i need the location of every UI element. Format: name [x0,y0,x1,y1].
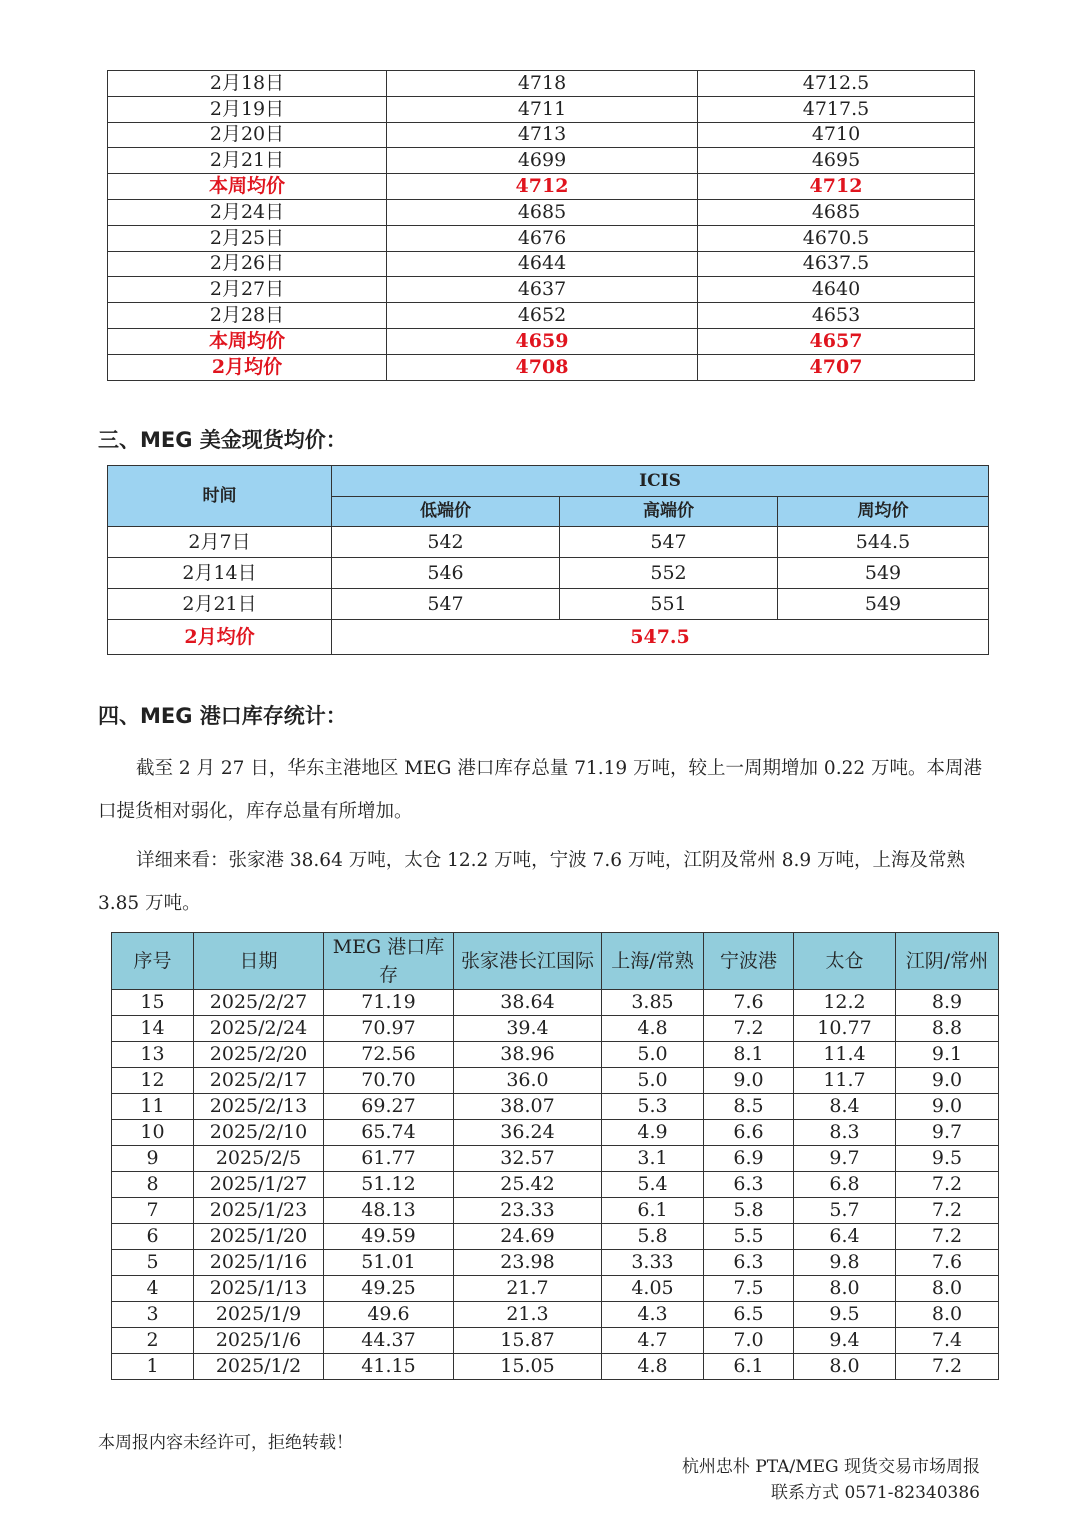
table-cell: 2月均价 [108,354,387,380]
table-cell: 4717.5 [698,96,975,122]
table-cell: 9.0 [896,1068,999,1094]
table-cell: 4707 [698,354,975,380]
table-cell: 5.0 [602,1068,704,1094]
table-cell: 7.0 [704,1328,794,1354]
contact-info: 联系方式 0571-82340386 [771,1483,980,1503]
table-cell: 8.4 [794,1094,896,1120]
table-cell: 2025/2/20 [194,1042,324,1068]
table-cell: 13 [112,1042,194,1068]
table-cell: 21.3 [454,1302,602,1328]
icis-price-table [107,465,989,655]
table-cell: 5.3 [602,1094,704,1120]
column-header: 宁波港 [704,933,794,990]
table-row [112,1328,999,1354]
table-cell: 7.2 [896,1172,999,1198]
table-cell: 8.3 [794,1120,896,1146]
table-cell: 7 [112,1198,194,1224]
table-cell: 2025/1/2 [194,1354,324,1380]
table-cell: 49.59 [324,1224,454,1250]
copyright-notice: 本周报内容未经许可，拒绝转载！ [98,1433,353,1453]
table-cell: 9.5 [896,1146,999,1172]
table-cell: 10 [112,1120,194,1146]
table-cell: 9.0 [896,1094,999,1120]
table-cell: 2 [112,1328,194,1354]
table-cell: 5.8 [704,1198,794,1224]
table-cell: 2月27日 [108,277,387,303]
table-cell: 3.1 [602,1146,704,1172]
table-cell: 65.74 [324,1120,454,1146]
section4-title: 四、MEG 港口库存统计： [98,704,347,728]
table-cell: 6 [112,1224,194,1250]
table-cell: 7.6 [896,1250,999,1276]
table-cell: 2025/1/13 [194,1276,324,1302]
table-cell: 36.0 [454,1068,602,1094]
paragraph-detail: 详细来看：张家港 38.64 万吨，太仓 12.2 万吨，宁波 7.6 万吨，江阴及常州 8.9 万吨，上海及常熟 3.85 万吨。 [98,850,966,914]
month-avg-label: 2月均价 [108,620,332,655]
table-cell: 8 [112,1172,194,1198]
table-cell: 7.2 [896,1198,999,1224]
table-cell: 8.0 [896,1302,999,1328]
price-table [107,70,975,381]
table-cell: 2025/1/23 [194,1198,324,1224]
table-row [108,354,975,380]
table-cell: 2月7日 [108,527,332,558]
table-cell: 6.4 [794,1224,896,1250]
table-row [108,251,975,277]
table-row [108,527,989,558]
table-cell: 5.8 [602,1224,704,1250]
table-cell: 8.9 [896,990,999,1016]
table-cell: 6.3 [704,1172,794,1198]
table-cell: 51.12 [324,1172,454,1198]
table-cell: 4708 [387,354,698,380]
table-cell: 4.7 [602,1328,704,1354]
table-cell: 38.96 [454,1042,602,1068]
table-cell: 4712 [387,174,698,200]
table-row [112,1016,999,1042]
table-cell: 49.6 [324,1302,454,1328]
table-cell: 15.05 [454,1354,602,1380]
table-row [112,1224,999,1250]
table-cell: 4710 [698,122,975,148]
column-header: 张家港长江国际 [454,933,602,990]
table-cell: 15 [112,990,194,1016]
table-cell: 8.0 [896,1276,999,1302]
table-cell: 2月21日 [108,589,332,620]
table-cell: 7.2 [704,1016,794,1042]
table-cell: 4695 [698,148,975,174]
table-cell: 5.5 [704,1224,794,1250]
table-cell: 4657 [698,328,975,354]
table-cell: 25.42 [454,1172,602,1198]
table-cell: 7.5 [704,1276,794,1302]
table-row [112,1042,999,1068]
table-cell: 2025/2/13 [194,1094,324,1120]
table-cell: 4685 [698,199,975,225]
table-cell: 2025/2/5 [194,1146,324,1172]
table-cell: 11 [112,1094,194,1120]
table-cell: 2025/1/27 [194,1172,324,1198]
table-cell: 11.4 [794,1042,896,1068]
header-avg: 周均价 [778,497,989,527]
table-cell: 36.24 [454,1120,602,1146]
table-cell: 7.6 [704,990,794,1016]
table-cell: 8.0 [794,1276,896,1302]
table-cell: 8.8 [896,1016,999,1042]
table-row [108,96,975,122]
table-row [112,1276,999,1302]
table-row [112,1354,999,1380]
table-cell: 69.27 [324,1094,454,1120]
table-cell: 21.7 [454,1276,602,1302]
table-cell: 51.01 [324,1250,454,1276]
table-row [112,1120,999,1146]
table-cell: 70.97 [324,1016,454,1042]
table-cell: 7.4 [896,1328,999,1354]
table-cell: 72.56 [324,1042,454,1068]
table-cell: 4713 [387,122,698,148]
table-cell: 44.37 [324,1328,454,1354]
table-row [108,277,975,303]
table-cell: 12 [112,1068,194,1094]
table-cell: 4653 [698,303,975,329]
table-row [112,1198,999,1224]
table-cell: 2025/1/20 [194,1224,324,1250]
table-cell: 6.9 [704,1146,794,1172]
table-cell: 12.2 [794,990,896,1016]
table-cell: 71.19 [324,990,454,1016]
table-cell: 4659 [387,328,698,354]
table-cell: 2月20日 [108,122,387,148]
table-cell: 4699 [387,148,698,174]
table-row [112,1172,999,1198]
header-time: 时间 [108,466,332,527]
table-cell: 2025/2/27 [194,990,324,1016]
table-cell: 38.07 [454,1094,602,1120]
table-row [112,1094,999,1120]
table-cell: 4711 [387,96,698,122]
table-cell: 2月28日 [108,303,387,329]
table-cell: 551 [560,589,778,620]
column-header: 太仓 [794,933,896,990]
column-header: MEG 港口库存 [324,933,454,990]
table-cell: 本周均价 [108,328,387,354]
table-cell: 552 [560,558,778,589]
table-cell: 6.6 [704,1120,794,1146]
table-cell: 9.1 [896,1042,999,1068]
table-cell: 15.87 [454,1328,602,1354]
table-cell: 4.05 [602,1276,704,1302]
table-cell: 2月14日 [108,558,332,589]
table-cell: 6.8 [794,1172,896,1198]
table-cell: 4.8 [602,1016,704,1042]
table-row [108,558,989,589]
table-cell: 23.98 [454,1250,602,1276]
month-avg-value: 547.5 [332,620,989,655]
publisher: 杭州忠朴 PTA/MEG 现货交易市场周报 [681,1457,980,1477]
column-header: 上海/常熟 [602,933,704,990]
table-cell: 4637.5 [698,251,975,277]
table-cell: 7.2 [896,1224,999,1250]
table-cell: 23.33 [454,1198,602,1224]
table-cell: 9.0 [704,1068,794,1094]
table-cell: 6.3 [704,1250,794,1276]
table-cell: 3.33 [602,1250,704,1276]
table-cell: 70.70 [324,1068,454,1094]
table-row [112,990,999,1016]
table-cell: 3.85 [602,990,704,1016]
table-cell: 3 [112,1302,194,1328]
header-high: 高端价 [560,497,778,527]
table-row [108,71,975,97]
table-cell: 2025/2/17 [194,1068,324,1094]
table-cell: 4644 [387,251,698,277]
table-cell: 4.3 [602,1302,704,1328]
table-cell: 4652 [387,303,698,329]
table-cell: 4718 [387,71,698,97]
table-cell: 5.4 [602,1172,704,1198]
table-cell: 9 [112,1146,194,1172]
table-cell: 2025/1/9 [194,1302,324,1328]
table-cell: 544.5 [778,527,989,558]
table-cell: 9.7 [794,1146,896,1172]
table-cell: 7.2 [896,1354,999,1380]
table-cell: 41.15 [324,1354,454,1380]
table-cell: 542 [332,527,560,558]
section3-title: 三、MEG 美金现货均价： [98,428,347,452]
table-cell: 4712 [698,174,975,200]
table-cell: 1 [112,1354,194,1380]
table-cell: 4637 [387,277,698,303]
table-cell: 2月25日 [108,225,387,251]
table-cell: 6.5 [704,1302,794,1328]
header-icis: ICIS [332,466,989,497]
table-cell: 4 [112,1276,194,1302]
table-row [108,328,975,354]
header-low: 低端价 [332,497,560,527]
table-cell: 39.4 [454,1016,602,1042]
table-cell: 8.1 [704,1042,794,1068]
table-cell: 14 [112,1016,194,1042]
table-cell: 2025/2/10 [194,1120,324,1146]
inventory-table [111,932,999,1380]
table-cell: 546 [332,558,560,589]
table-cell: 2月26日 [108,251,387,277]
table-cell: 8.5 [704,1094,794,1120]
table-cell: 549 [778,589,989,620]
table-cell: 32.57 [454,1146,602,1172]
table-cell: 6.1 [704,1354,794,1380]
table-cell: 2月18日 [108,71,387,97]
table-cell: 4685 [387,199,698,225]
table-cell: 4670.5 [698,225,975,251]
column-header: 序号 [112,933,194,990]
table-cell: 2月21日 [108,148,387,174]
table-row [112,1146,999,1172]
table-cell: 4.9 [602,1120,704,1146]
table-cell: 10.77 [794,1016,896,1042]
table-row [112,1250,999,1276]
table-row [108,174,975,200]
table-row [112,1302,999,1328]
table-cell: 547 [332,589,560,620]
table-cell: 4676 [387,225,698,251]
table-row [108,303,975,329]
paragraph-summary: 截至 2 月 27 日，华东主港地区 MEG 港口库存总量 71.19 万吨，较上一周期增加 0.22 万吨。本周港口提货相对弱化，库存总量有所增加。 [98,758,982,822]
table-cell: 2月19日 [108,96,387,122]
table-cell: 49.25 [324,1276,454,1302]
table-cell: 5.0 [602,1042,704,1068]
table-row [108,199,975,225]
table-cell: 4640 [698,277,975,303]
table-cell: 4712.5 [698,71,975,97]
table-row [108,225,975,251]
table-cell: 5 [112,1250,194,1276]
table-cell: 2025/2/24 [194,1016,324,1042]
table-cell: 2025/1/6 [194,1328,324,1354]
table-cell: 8.0 [794,1354,896,1380]
table-cell: 61.77 [324,1146,454,1172]
table-cell: 549 [778,558,989,589]
table-row [108,122,975,148]
table-cell: 2月24日 [108,199,387,225]
table-cell: 9.4 [794,1328,896,1354]
column-header: 日期 [194,933,324,990]
table-row [108,148,975,174]
table-row [108,589,989,620]
table-cell: 5.7 [794,1198,896,1224]
table-cell: 9.8 [794,1250,896,1276]
column-header: 江阴/常州 [896,933,999,990]
table-cell: 547 [560,527,778,558]
table-cell: 本周均价 [108,174,387,200]
table-cell: 2025/1/16 [194,1250,324,1276]
table-cell: 11.7 [794,1068,896,1094]
table-cell: 6.1 [602,1198,704,1224]
table-cell: 4.8 [602,1354,704,1380]
table-cell: 9.5 [794,1302,896,1328]
table-cell: 24.69 [454,1224,602,1250]
table-cell: 38.64 [454,990,602,1016]
table-cell: 48.13 [324,1198,454,1224]
table-row [112,1068,999,1094]
table-cell: 9.7 [896,1120,999,1146]
